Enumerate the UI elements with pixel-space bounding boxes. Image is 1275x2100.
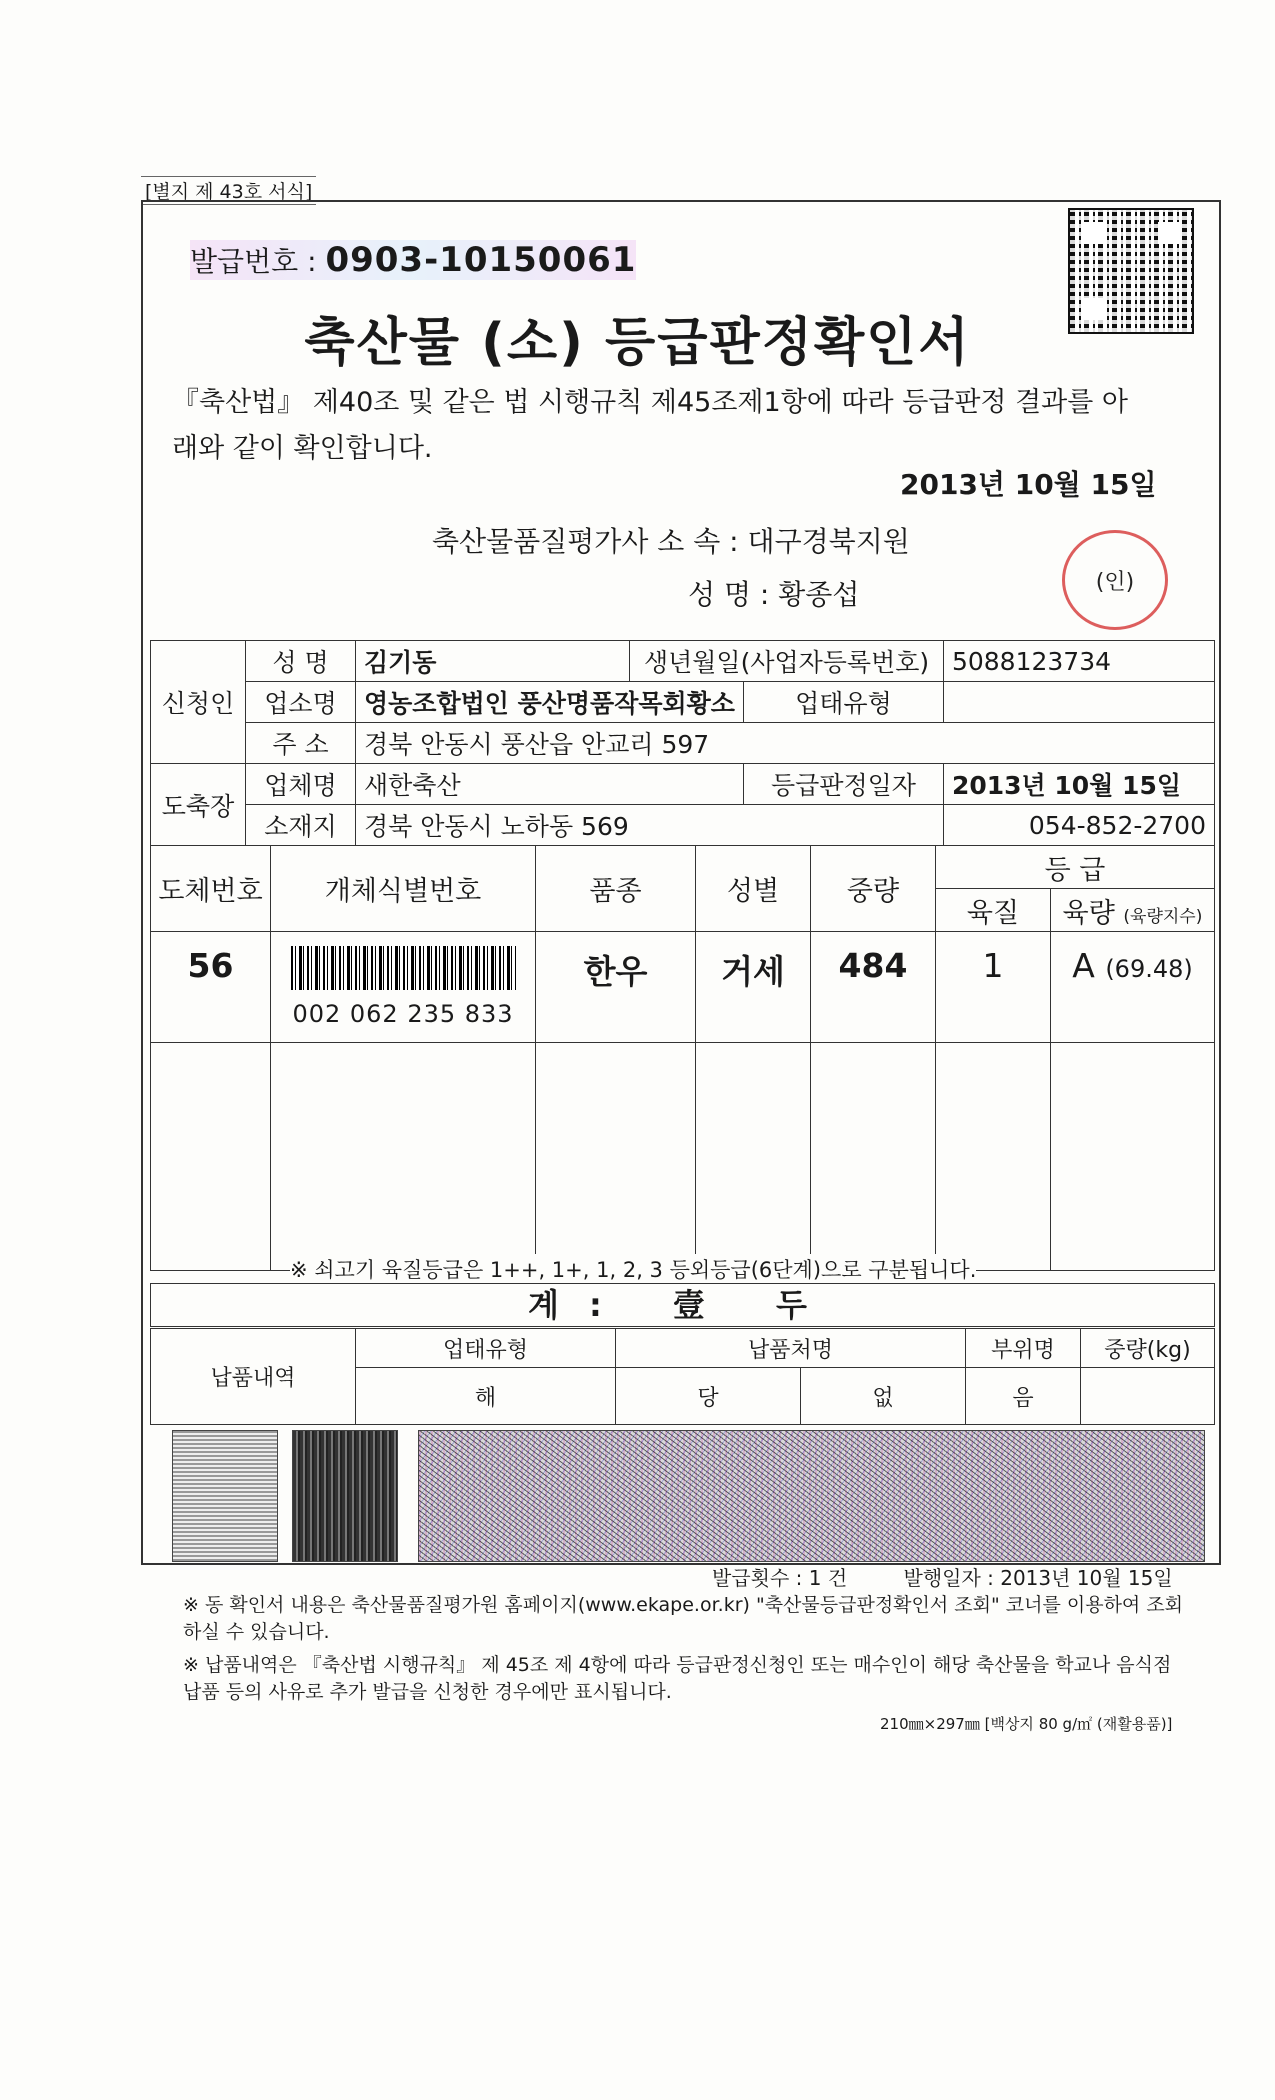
breed: 한우 xyxy=(536,932,696,1043)
applicant-name-label: 성 명 xyxy=(246,641,356,682)
issue-number: 0903-10150061 xyxy=(325,240,637,280)
issue-info xyxy=(712,1562,1173,1591)
delivery-value-1: 해 xyxy=(356,1368,616,1425)
weight: 484 xyxy=(811,932,936,1043)
location-label: 소재지 xyxy=(246,805,356,846)
delivery-header-type: 업태유형 xyxy=(356,1329,616,1368)
delivery-value-4: 음 xyxy=(966,1368,1081,1425)
weight-header: 중량 xyxy=(811,846,936,932)
delivery-value-3: 없 xyxy=(801,1368,966,1425)
slaughterhouse-section: 도축장 xyxy=(151,764,246,846)
address-value: 경북 안동시 풍산읍 안교리 597 xyxy=(356,723,1215,764)
carcass-no: 56 xyxy=(151,932,271,1043)
document-title: 축산물 (소) 등급판정확인서 xyxy=(304,313,971,373)
delivery-value-2: 당 xyxy=(616,1368,801,1425)
inspector-name-label: 성 명 : xyxy=(688,578,770,611)
id-no: 002 062 235 833 xyxy=(292,1000,514,1028)
total-count: 계: 壹 두 xyxy=(150,1283,1215,1327)
issue-count: 발급횟수 : 1 건 xyxy=(712,1566,848,1590)
inspector-name xyxy=(688,573,859,613)
affiliation-value: 대구경북지원 xyxy=(747,525,910,558)
carcass-no-header: 도체번호 xyxy=(151,846,271,932)
yield-cell xyxy=(1051,932,1215,1043)
inspector-name-value: 황종섭 xyxy=(778,578,860,611)
biz-type-label: 업태유형 xyxy=(743,682,943,723)
seal-text: (인) xyxy=(1092,565,1138,596)
phone-number: 054-852-2700 xyxy=(943,805,1214,846)
id-no-header: 개체식별번호 xyxy=(271,846,536,932)
delivery-header-part: 부위명 xyxy=(966,1329,1081,1368)
birth-value: 5088123734 xyxy=(943,641,1214,682)
grading-date: 2013년 10월 15일 xyxy=(943,764,1214,805)
issue-number-line xyxy=(190,240,636,280)
sex: 거세 xyxy=(696,932,811,1043)
confirmation-date: 2013년 10월 15일 xyxy=(900,468,1157,501)
security-pattern-1 xyxy=(172,1430,278,1562)
yield-index-header: (육량지수) xyxy=(1123,906,1203,927)
yield-header: 육량 xyxy=(1062,897,1115,929)
barcode xyxy=(291,946,516,990)
grading-date-label: 등급판정일자 xyxy=(743,764,943,805)
security-pattern-3 xyxy=(418,1430,1205,1562)
affiliation-label: 축산물품질평가사 소 속 : xyxy=(432,525,739,558)
company-name: 영농조합법인 풍산명품작목회황소 xyxy=(356,682,744,723)
applicant-section: 신청인 xyxy=(151,641,246,764)
sex-header: 성별 xyxy=(696,846,811,932)
security-pattern-2 xyxy=(292,1430,398,1562)
grade-header: 등 급 xyxy=(936,846,1215,889)
issue-number-label: 발급번호 : xyxy=(190,245,317,278)
biz-type-value xyxy=(943,682,1214,723)
delivery-label: 납품내역 xyxy=(151,1329,356,1425)
birth-label: 생년월일(사업자등록번호) xyxy=(630,641,944,682)
yield-header-cell xyxy=(1051,889,1215,932)
issue-date: 발행일자 : 2013년 10월 15일 xyxy=(903,1566,1173,1590)
slaughterhouse-name-label: 업체명 xyxy=(246,764,356,805)
official-seal xyxy=(1062,530,1168,630)
inspector-affiliation xyxy=(432,520,910,560)
quality-grade: 1 xyxy=(936,932,1051,1043)
paper-size: 210㎜×297㎜ [백상지 80 g/㎡ (재활용품)] xyxy=(880,1715,1173,1733)
intro-text: 『축산법』 제40조 및 같은 법 시행규칙 제45조제1항에 따라 등급판정 결과를 아래와 같이 확인합니다. xyxy=(172,387,1129,464)
id-no-cell xyxy=(271,932,536,1043)
delivery-value-5 xyxy=(1081,1368,1215,1425)
breed-header: 품종 xyxy=(536,846,696,932)
delivery-header-place: 납품처명 xyxy=(616,1329,966,1368)
form-number: [별지 제 43호 서식] xyxy=(141,176,316,205)
yield-index: (69.48) xyxy=(1105,955,1193,983)
quality-grade-note: ※ 쇠고기 육질등급은 1++, 1+, 1, 2, 3 등외등급(6단계)으로 구분됩니다. xyxy=(290,1254,976,1284)
grade-table xyxy=(150,845,1215,1271)
footnotes xyxy=(183,1592,1193,1706)
location-value: 경북 안동시 노하동 569 xyxy=(356,805,944,846)
footnote-1: ※ 동 확인서 내용은 축산물품질평가원 홈페이지(www.ekape.or.kr) "축산물등급판정확인서 조회" 코너를 이용하여 조회 하실 수 있습니다. xyxy=(183,1594,1184,1643)
yield-grade: A xyxy=(1072,946,1095,985)
delivery-table xyxy=(150,1328,1215,1425)
applicant-name: 김기동 xyxy=(356,641,630,682)
company-label: 업소명 xyxy=(246,682,356,723)
applicant-table xyxy=(150,640,1215,846)
address-label: 주 소 xyxy=(246,723,356,764)
slaughterhouse-name: 새한축산 xyxy=(356,764,744,805)
delivery-header-weight: 중량(kg) xyxy=(1081,1329,1215,1368)
footnote-2: ※ 납품내역은 『축산법 시행규칙』 제 45조 제 4항에 따라 등급판정신청인 또는 매수인이 해당 축산물을 학교나 음식점 납품 등의 사유로 추가 발급을 신청한 경우에만 표시됩니다. xyxy=(183,1654,1172,1703)
quality-header: 육질 xyxy=(936,889,1051,932)
